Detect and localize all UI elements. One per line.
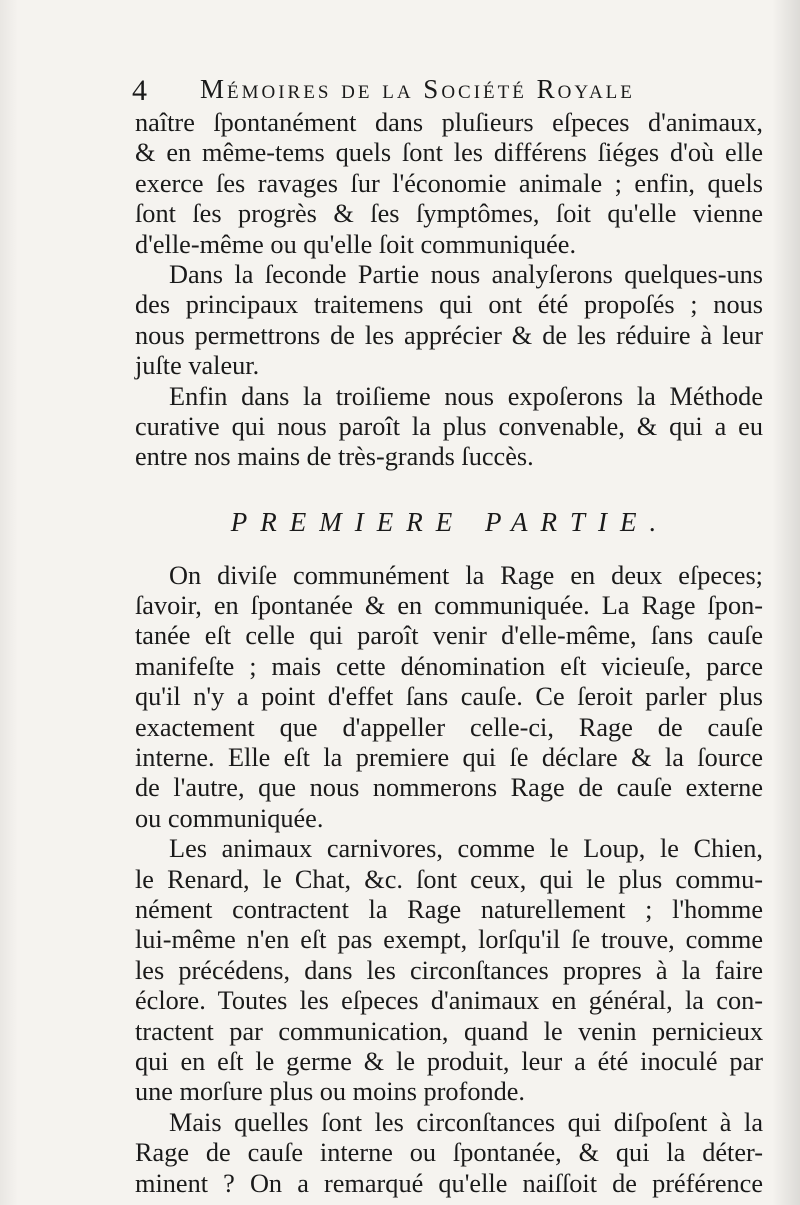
text-line: curative qui nous paroît la plus convenable, & qui a eu (135, 411, 763, 441)
page-number: 4 (132, 74, 149, 107)
text-line: ou communiquée. (135, 803, 324, 833)
text-line: nous permettrons de les apprécier & de les réduire à leur (135, 320, 763, 350)
text-line: juſte valeur. (135, 351, 260, 381)
text-line: Enfin dans la troiſieme nous expoſerons la Méthode (169, 381, 763, 411)
text-line: entre nos mains de très-grands ſuccès. (135, 442, 534, 472)
text-line: Mais quelles ſont les circonſtances qui diſpoſent à la (169, 1107, 763, 1137)
text-line: d'elle-même ou qu'elle ſoit communiquée. (135, 229, 577, 259)
spacer (135, 543, 763, 561)
text-line: une morſure plus ou moins profonde. (135, 1077, 526, 1107)
text-line: minent ? On a remarqué qu'elle naiſſoit de préférence (135, 1168, 763, 1198)
text-line: les précédens, dans les circonſtances propres à la faire (135, 955, 763, 985)
text-line: interne. Elle eſt la premiere qui ſe déclare & la ſource (135, 743, 763, 773)
text-line: & en même-tems quels ſont les différens ſiéges d'où elle (135, 138, 763, 168)
text-line: lui-même n'en eſt pas exempt, lorſqu'il ſe trouve, comme (135, 925, 763, 955)
text-line: ſont ſes progrès & ſes ſymptômes, ſoit qu'elle vienne (135, 199, 763, 229)
text-line: naître ſpontanément dans pluſieurs eſpeces d'animaux, (135, 108, 763, 137)
text-line: tractent par communication, quand le venin pernicieux (135, 1016, 763, 1046)
text-line: des principaux traitemens qui ont été propoſés ; nous (135, 290, 763, 320)
text-line: le Renard, le Chat, &c. ſont ceux, qui le plus commu- (135, 864, 763, 894)
text-line: Dans la ſeconde Partie nous analyſerons quelques-uns (169, 259, 763, 289)
section-heading: PREMIERE PARTIE. (230, 506, 670, 537)
text-line: nément contractent la Rage naturellement ; l'homme (135, 894, 763, 924)
text-line: Les animaux carnivores, comme le Loup, le Chien, (169, 834, 763, 864)
text-line: tanée eſt celle qui paroît venir d'elle-même, ſans cauſe (135, 621, 763, 651)
text-line: éclore. Toutes les eſpeces d'animaux en général, la con- (135, 986, 763, 1016)
body-text (135, 108, 763, 1199)
text-line: manifeſte ; mais cette dénomination eſt vicieuſe, parce (135, 651, 763, 681)
running-head-title: Mémoires de la Société Royale (200, 74, 635, 104)
text-line: On diviſe communément la Rage en deux eſpeces; (169, 560, 763, 590)
text-line: ſavoir, en ſpontanée & en communiquée. La Rage ſpon- (135, 591, 763, 621)
spacer (135, 473, 763, 501)
text-line: qu'il n'y a point d'effet ſans cauſe. Ce ſeroit parler plus (135, 682, 763, 712)
text-line: Rage de cauſe interne ou ſpontanée, & qui la déter- (135, 1138, 763, 1168)
text-line: de l'autre, que nous nommerons Rage de cauſe externe (135, 773, 763, 803)
text-line: exerce ſes ravages ſur l'économie animale ; enfin, quels (135, 168, 763, 198)
text-line: qui en eſt le germe & le produit, leur a été inoculé par (135, 1046, 763, 1076)
text-line: exactement que d'appeller celle-ci, Rage de cauſe (135, 712, 763, 742)
